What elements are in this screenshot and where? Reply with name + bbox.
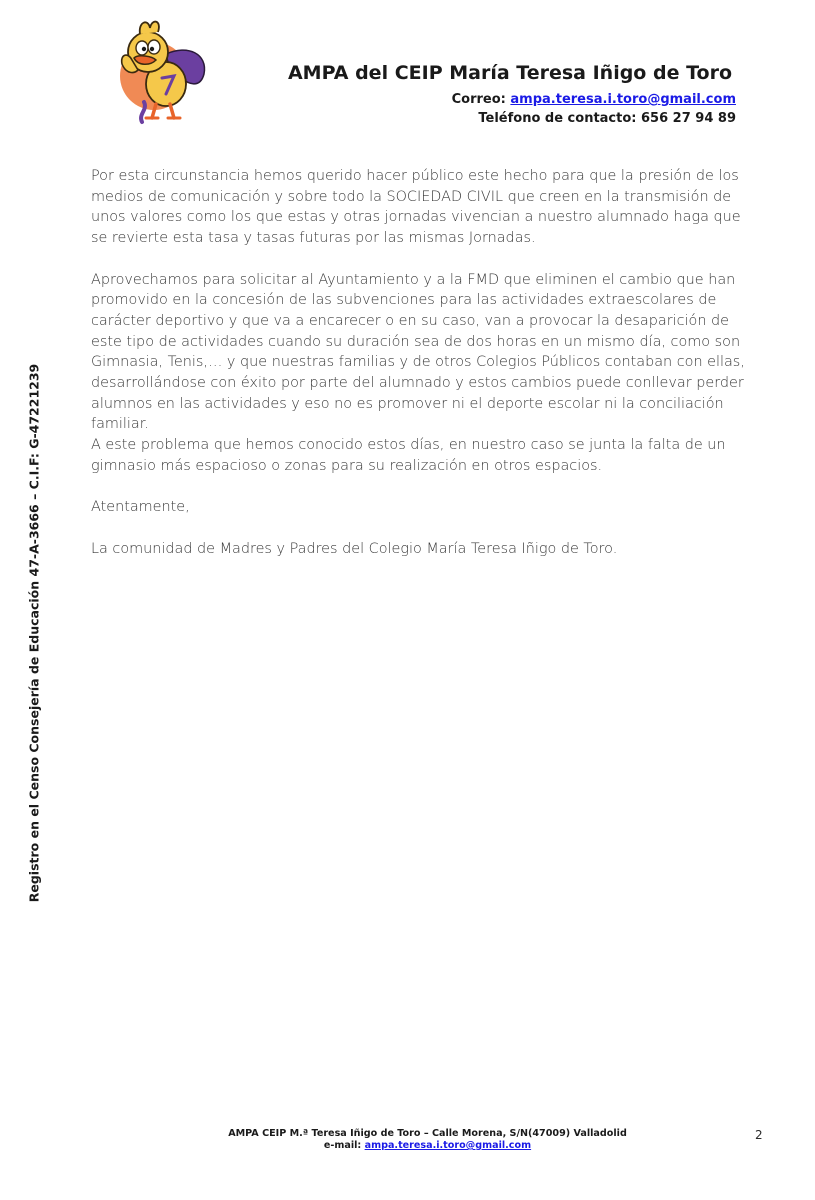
page-footer bbox=[200, 1128, 655, 1152]
header-email-line bbox=[300, 90, 736, 109]
page-number: 2 bbox=[755, 1128, 763, 1142]
cartoon-chick-mascot-icon bbox=[108, 14, 210, 126]
header-contact bbox=[300, 90, 736, 128]
footer-email-link[interactable]: ampa.teresa.i.toro@gmail.com bbox=[364, 1140, 532, 1151]
header-email-label: Correo: bbox=[451, 92, 506, 107]
footer-email-line bbox=[200, 1140, 655, 1152]
footer-email-label: e-mail: bbox=[323, 1140, 362, 1151]
paragraph-2: Aprovechamos para solicitar al Ayuntamiento y a la FMD que eliminen el cambio que han promovido en la concesión de las subvenciones para las actividades extraescolares de carácter deportivo y que va a encarecer o en su caso, van a provocar la desaparición de este tipo de actividades cuando su duración sea de dos horas en un mismo día, como son Gimnasia, Tenis,… y que nuestras familias y de otros Colegios Públicos contaban con ellas, desarrollándose con éxito por parte del alumnado y estos cambios puede conllevar perder alumnos en las actividades y eso no es promover ni el deporte escolar ni la conciliación familiar. bbox=[91, 271, 745, 433]
paragraph-spacer bbox=[91, 518, 753, 539]
registration-text: Registro en el Censo Consejería de Educación 47-A-3666 – C.I.F: G-47221239 bbox=[26, 363, 42, 903]
closing: Atentamente, bbox=[91, 499, 190, 516]
ampa-logo bbox=[108, 14, 210, 126]
footer-address: AMPA CEIP M.ª Teresa Iñigo de Toro – Calle Morena, S/N(47009) Valladolid bbox=[228, 1128, 627, 1139]
organization-title: AMPA del CEIP María Teresa Iñigo de Toro bbox=[287, 62, 732, 84]
paragraph-spacer bbox=[91, 477, 753, 498]
paragraph-3: A este problema que hemos conocido estos días, en nuestro caso se junta la falta de un gimnasio más espacioso o zonas para su realización en otros espacios. bbox=[91, 437, 726, 474]
header-phone-line: Teléfono de contacto: 656 27 94 89 bbox=[478, 111, 736, 126]
letter-body bbox=[91, 166, 753, 559]
header-email-link[interactable]: ampa.teresa.i.toro@gmail.com bbox=[510, 92, 736, 107]
signature: La comunidad de Madres y Padres del Colegio María Teresa Iñigo de Toro. bbox=[91, 540, 618, 557]
paragraph-spacer bbox=[91, 249, 753, 270]
paragraph-1: Por esta circunstancia hemos querido hacer público este hecho para que la presión de los medios de comunicación y sobre todo la SOCIEDAD CIVIL que creen en la transmisión de unos valores como los que estas y otras jornadas vivencian a nuestro alumnado haga que se revierte esta tasa y tasas futuras por las mismas Jornadas. bbox=[91, 168, 741, 247]
